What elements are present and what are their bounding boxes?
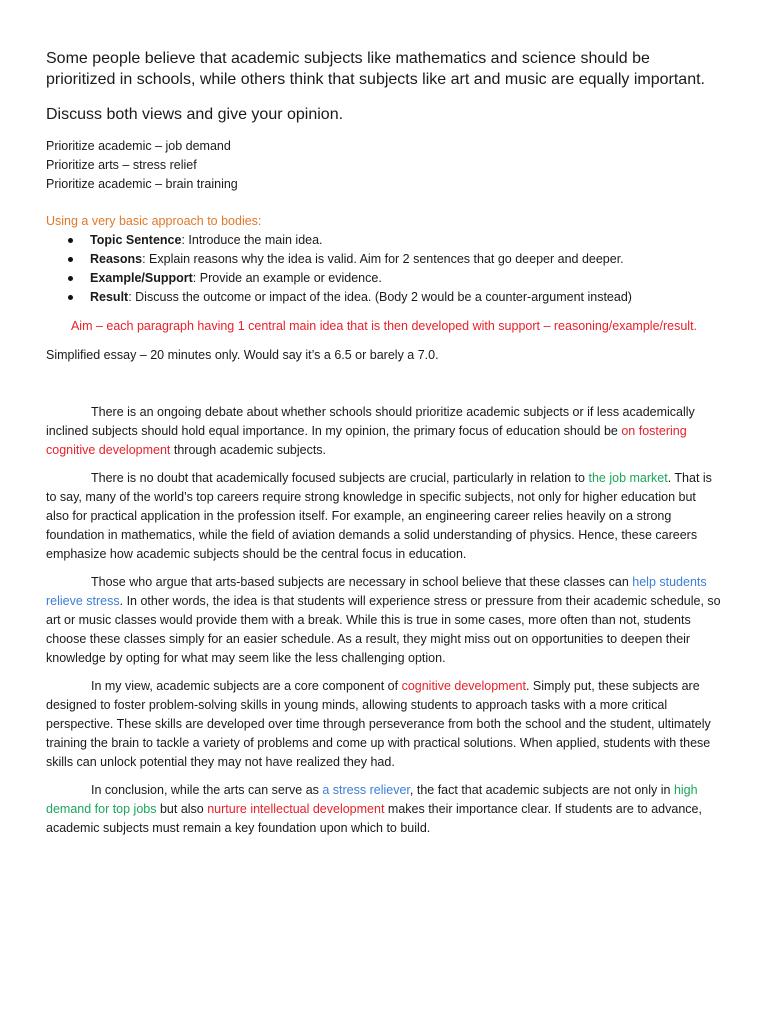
highlight-cognitive-development: on fostering cognitive development: [46, 424, 687, 457]
step-item: [66, 269, 722, 288]
text-run: There is no doubt that academically focused subjects are crucial, particularly in relation to: [91, 471, 589, 485]
text-run: In my view, academic subjects are a core component of: [91, 679, 402, 693]
approach-title: Using a very basic approach to bodies:: [46, 214, 262, 228]
step-term: Topic Sentence: [90, 233, 182, 247]
text-run: , the fact that academic subjects are not only in: [409, 783, 674, 797]
step-desc: : Provide an example or evidence.: [192, 271, 382, 285]
step-item: [66, 231, 722, 250]
essay-question: Some people believe that academic subjects like mathematics and science should be prioritized in schools, while others think that subjects like art and music are equally important.: [46, 50, 705, 88]
step-term: Reasons: [90, 252, 143, 266]
highlight-job-market: the job market: [588, 471, 668, 485]
step-term: Result: [90, 290, 129, 304]
essay-paragraph-body1: [46, 469, 722, 564]
idea-item: Prioritize arts – stress relief: [46, 158, 197, 172]
idea-list: [46, 137, 722, 194]
text-run: In conclusion, while the arts can serve as: [91, 783, 323, 797]
essay-body: [46, 403, 722, 838]
text-run: makes their importance clear. If students are to advance, academic subjects must remain a key foundation upon which to build.: [46, 802, 702, 835]
step-desc: : Discuss the outcome or impact of the idea. (Body 2 would be a counter-argument instead): [128, 290, 632, 304]
step-item: [66, 250, 722, 269]
aim-note: Aim – each paragraph having 1 central main idea that is then developed with support – reasoning/example/result.: [70, 319, 698, 333]
text-run: There is an ongoing debate about whether schools should prioritize academic subjects or if less academically inclined subjects should hold equal importance. In my opinion, the primary focus of education should be: [46, 405, 695, 438]
highlight-relieve-stress: help students relieve stress: [46, 575, 707, 608]
idea-item: Prioritize academic – brain training: [46, 177, 238, 191]
essay-paragraph-conclusion: [46, 781, 722, 838]
essay-paragraph-intro: [46, 403, 722, 460]
step-term: Example/Support: [90, 271, 193, 285]
step-desc: : Explain reasons why the idea is valid. Aim for 2 sentences that go deeper and deeper.: [142, 252, 624, 266]
text-run: . In other words, the idea is that students will experience stress or pressure from their academic schedule, so art or music classes would provide them with a break. While this is true in some cases, more often than not, students choose these classes simply for an easier schedule. As a result, they might miss out on opportunities to deepen their knowledge by opting for what may seem like the less challenging option.: [46, 594, 721, 665]
essay-paragraph-body2: [46, 573, 722, 668]
simplified-note: Simplified essay – 20 minutes only. Would say it’s a 6.5 or barely a 7.0.: [46, 348, 439, 362]
highlight-intellectual-development: nurture intellectual development: [207, 802, 385, 816]
text-run: Those who argue that arts-based subjects are necessary in school believe that these classes can: [91, 575, 633, 589]
idea-item: Prioritize academic – job demand: [46, 139, 231, 153]
highlight-stress-reliever: a stress reliever: [322, 783, 410, 797]
approach-steps: [46, 231, 722, 307]
text-run: . That is to say, many of the world’s top careers require strong knowledge in specific subjects, not only for higher education but also for practical application in the profession itself. For example, an engineering career relies heavily on a strong foundation in mathematics, while the field of aviation demands a solid understanding of physics. Hence, these careers emphasize how academic subjects should be the central focus in education.: [46, 471, 712, 561]
highlight-high-demand: high demand for top jobs: [46, 783, 698, 816]
step-desc: : Introduce the main idea.: [181, 233, 323, 247]
highlight-cognitive-development: cognitive development: [401, 679, 526, 693]
text-run: through academic subjects.: [170, 443, 327, 457]
text-run: but also: [156, 802, 208, 816]
essay-paragraph-body3: [46, 677, 722, 772]
essay-instruction: Discuss both views and give your opinion.: [46, 106, 344, 123]
step-item: [66, 288, 722, 307]
text-run: . Simply put, these subjects are designed to foster problem-solving skills in young minds, allowing students to approach tasks with a more critical perspective. These skills are developed over time through perseverance from both the school and the student, ultimately training the brain to tackle a variety of problems and come up with practical solutions. When applied, students with these skills can unlock potential they may not have realized they had.: [46, 679, 711, 769]
